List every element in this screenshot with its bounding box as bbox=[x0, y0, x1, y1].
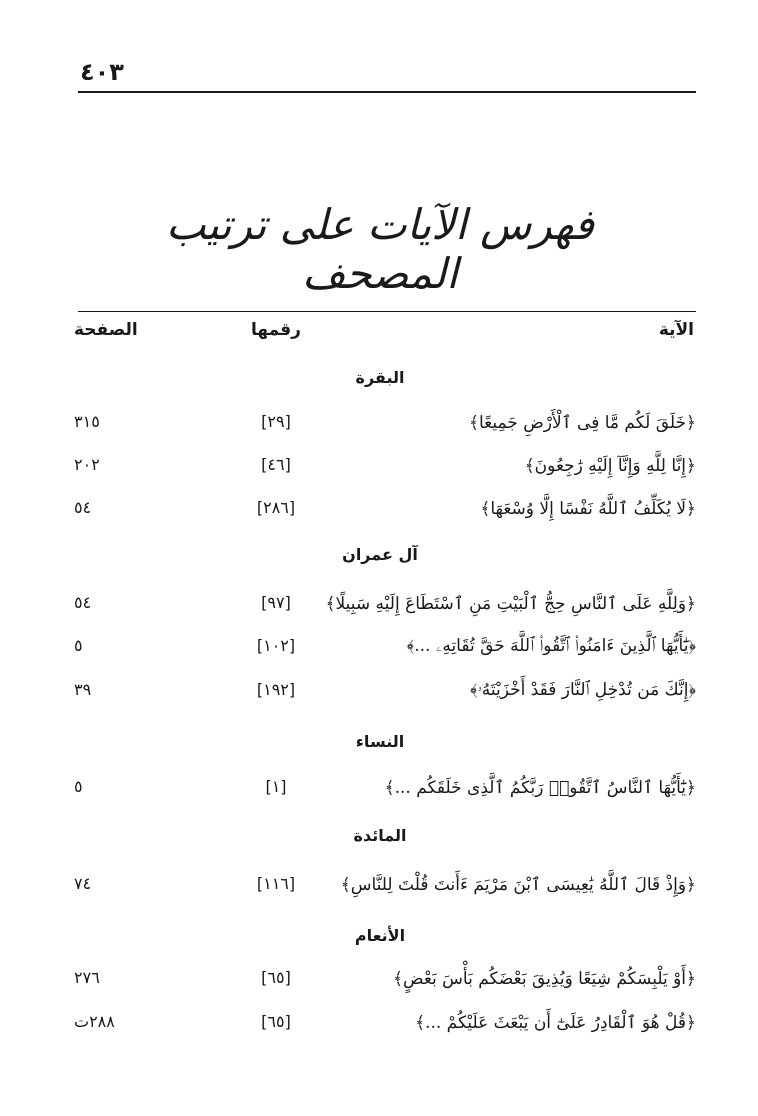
page-reference: ٢٧٦ bbox=[74, 968, 100, 987]
page-reference: ٥٤ bbox=[74, 498, 92, 517]
page-reference: ٣٩ bbox=[74, 680, 92, 699]
index-row bbox=[0, 1012, 758, 1042]
index-row bbox=[0, 455, 758, 485]
index-row bbox=[0, 498, 758, 528]
surah-heading: النساء bbox=[355, 732, 405, 751]
surah-heading: الأنعام bbox=[354, 926, 406, 945]
ayah-number: [٦٥] bbox=[261, 1012, 291, 1031]
page-reference: ٢٠٢ bbox=[74, 455, 100, 474]
ayah-text: ﴿وَإِذْ قَالَ ٱللَّهُ يَٰعِيسَى ٱبْنَ مَرْيَمَ ءَأَنتَ قُلْتَ لِلنَّاسِ﴾ bbox=[340, 875, 696, 895]
ayah-number: [١١٦] bbox=[256, 874, 296, 893]
ayah-text: ﴿إِنَّا لِلَّهِ وَإِنَّآ إِلَيْهِ رَٰجِعُونَ﴾ bbox=[524, 456, 696, 476]
page-reference: ٥٤ bbox=[74, 593, 92, 612]
ayah-text: ﴿لَا يُكَلِّفُ ٱللَّهُ نَفْسًا إِلَّا وُسْعَهَا﴾ bbox=[480, 499, 696, 519]
column-header-number: رقمها bbox=[251, 320, 301, 340]
surah-heading: آل عمران bbox=[342, 545, 418, 564]
ayah-number: [٢٨٦] bbox=[256, 498, 296, 517]
surah-heading: المائدة bbox=[353, 826, 407, 845]
ayah-number: [٤٦] bbox=[261, 455, 291, 474]
ayah-text: ﴿وَلِلَّهِ عَلَى ٱلنَّاسِ حِجُّ ٱلْبَيْتِ مَنِ ٱسْتَطَاعَ إِلَيْهِ سَبِيلًا﴾ bbox=[325, 594, 696, 614]
ayah-number: [١] bbox=[265, 777, 287, 796]
ayah-text: ﴿إِنَّكَ مَن تُدْخِلِ ٱلنَّارَ فَقَدْ أَخْزَيْتَهُۥ﴾ bbox=[469, 680, 696, 700]
surah-heading: البقرة bbox=[355, 368, 405, 387]
index-row bbox=[0, 680, 758, 710]
ayah-text: ﴿أَوْ يَلْبِسَكُمْ شِيَعًا وَيُذِيقَ بَعْضَكُم بَأْسَ بَعْضٍ﴾ bbox=[393, 969, 696, 989]
ayah-number: [٢٩] bbox=[261, 412, 291, 431]
index-row bbox=[0, 593, 758, 623]
page-number: ٤٠٣ bbox=[80, 58, 124, 86]
page-title: فهرس الآيات على ترتيب المصحف bbox=[165, 200, 595, 298]
ayah-text: ﴿قُلْ هُوَ ٱلْقَادِرُ عَلَىٰٓ أَن يَبْعَثَ عَلَيْكُمْ ...﴾ bbox=[415, 1013, 696, 1033]
top-rule bbox=[78, 91, 696, 93]
ayah-number: [١٩٢] bbox=[256, 680, 296, 699]
ayah-number: [٩٧] bbox=[261, 593, 291, 612]
page-reference: ٣١٥ bbox=[74, 412, 100, 431]
page-reference: ٢٨٨ت bbox=[74, 1012, 115, 1031]
ayah-number: [١٠٢] bbox=[256, 636, 296, 655]
index-row bbox=[0, 968, 758, 998]
page-reference: ٥ bbox=[74, 777, 83, 796]
page-reference: ٥ bbox=[74, 636, 83, 655]
ayah-text: ﴿خَلَقَ لَكُم مَّا فِى ٱلْأَرْضِ جَمِيعًا﴾ bbox=[469, 413, 696, 433]
ayah-text: ﴿يَٰٓأَيُّهَا ٱلنَّاسُ ٱتَّقُوا۟ رَبَّكُمُ ٱلَّذِى خَلَقَكُم ...﴾ bbox=[384, 778, 696, 798]
ayah-text: ﴿يَٰٓأَيُّهَا ٱلَّذِينَ ءَامَنُوا۟ ٱتَّقُوا۟ ٱللَّهَ حَقَّ تُقَاتِهِۦ ...﴾ bbox=[406, 636, 696, 656]
index-row bbox=[0, 777, 758, 807]
index-row bbox=[0, 412, 758, 442]
column-header-ayah: الآية bbox=[658, 320, 694, 340]
page-reference: ٧٤ bbox=[74, 874, 92, 893]
column-header-page: الصفحة bbox=[74, 320, 138, 340]
header-rule bbox=[78, 311, 696, 312]
ayah-number: [٦٥] bbox=[261, 968, 291, 987]
index-row bbox=[0, 636, 758, 666]
index-row bbox=[0, 874, 758, 904]
